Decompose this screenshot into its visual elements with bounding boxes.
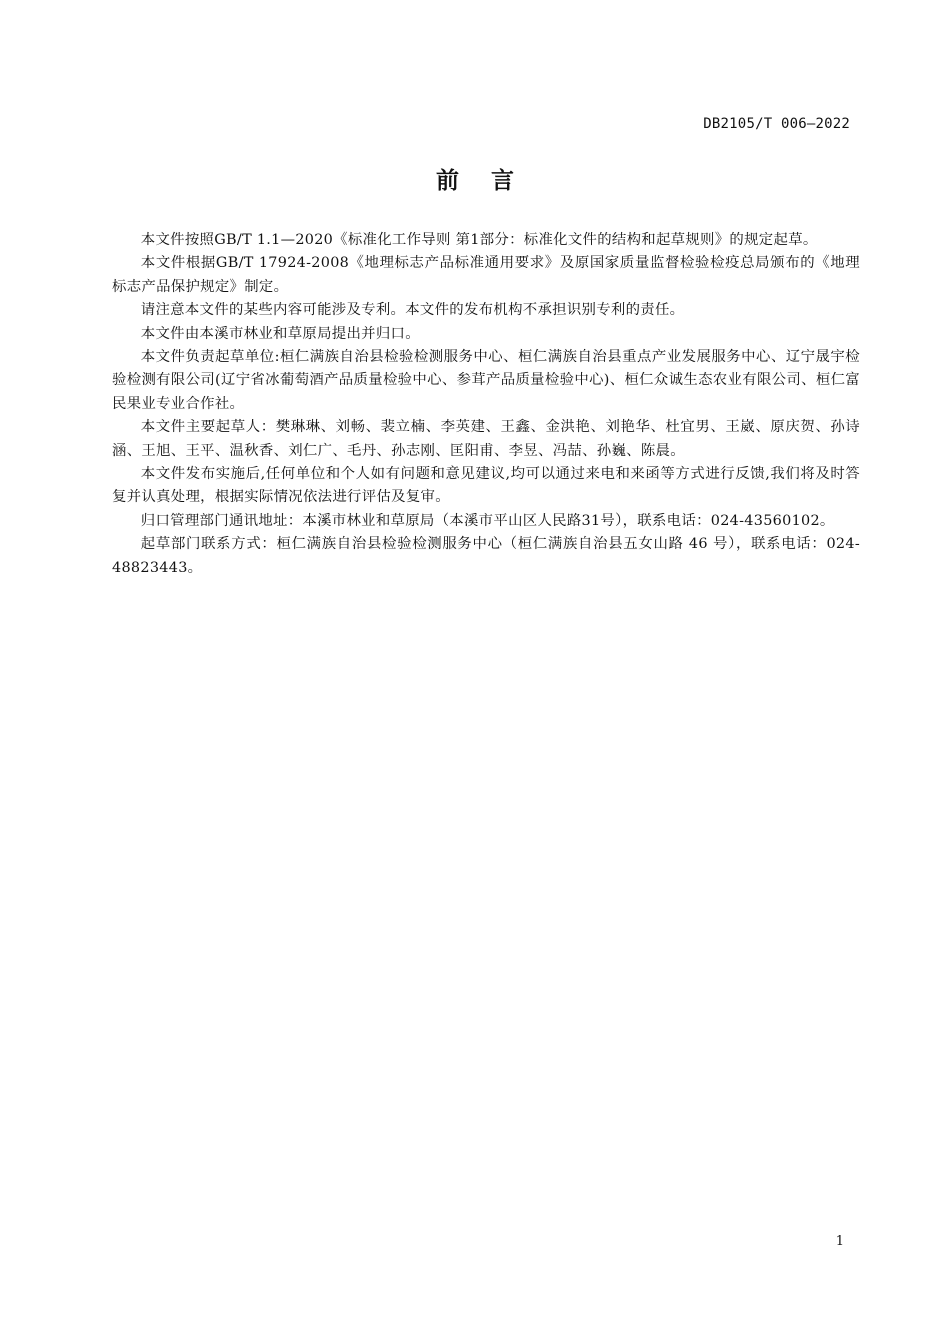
page-title: 前 言: [435, 168, 526, 194]
paragraph-drafting-units: 本文件负责起草单位:桓仁满族自治县检验检测服务中心、桓仁满族自治县重点产业发展服务中心、辽宁晟宇检验检测有限公司(辽宁省冰葡萄酒产品质量检验中心、参茸产品质量检验中心)、桓仁众诚生态农业有限公司、桓仁富民果业专业合作社。: [112, 349, 860, 412]
paragraph-basis-standard: 本文件根据GB/T 17924-2008《地理标志产品标准通用要求》及原国家质量监督检验检疫总局颁布的《地理标志产品保护规定》制定。: [112, 255, 860, 295]
paragraph-drafters: 本文件主要起草人：樊琳琳、刘畅、裴立楠、李英建、王鑫、金洪艳、刘艳华、杜宜男、王崴、原庆贺、孙诗涵、王旭、王平、温秋香、刘仁广、毛丹、孙志刚、匡阳甫、李昱、冯喆、孙巍、陈晨。: [112, 419, 860, 459]
paragraph-drafting-rules: 本文件按照GB/T 1.1—2020《标准化工作导则 第1部分：标准化文件的结构和起草规则》的规定起草。: [140, 232, 818, 248]
paragraph-drafter-contact: 起草部门联系方式：桓仁满族自治县检验检测服务中心（桓仁满族自治县五女山路 46 号），联系电话：024-48823443。: [112, 536, 860, 576]
foreword-body: [112, 229, 860, 580]
paragraph-proposer: 本文件由本溪市林业和草原局提出并归口。: [140, 325, 420, 342]
paragraph-feedback: 本文件发布实施后,任何单位和个人如有问题和意见建议,均可以通过来电和来函等方式进行反馈,我们将及时答复并认真处理，根据实际情况依法进行评估及复审。: [112, 466, 860, 506]
document-code: DB2105/T 006—2022: [703, 116, 850, 132]
paragraph-admin-address: 归口管理部门通讯地址：本溪市林业和草原局（本溪市平山区人民路31号），联系电话：024-43560102。: [140, 512, 835, 529]
page-number: 1: [835, 1234, 844, 1249]
paragraph-patent-notice: 请注意本文件的某些内容可能涉及专利。本文件的发布机构不承担识别专利的责任。: [140, 302, 685, 319]
